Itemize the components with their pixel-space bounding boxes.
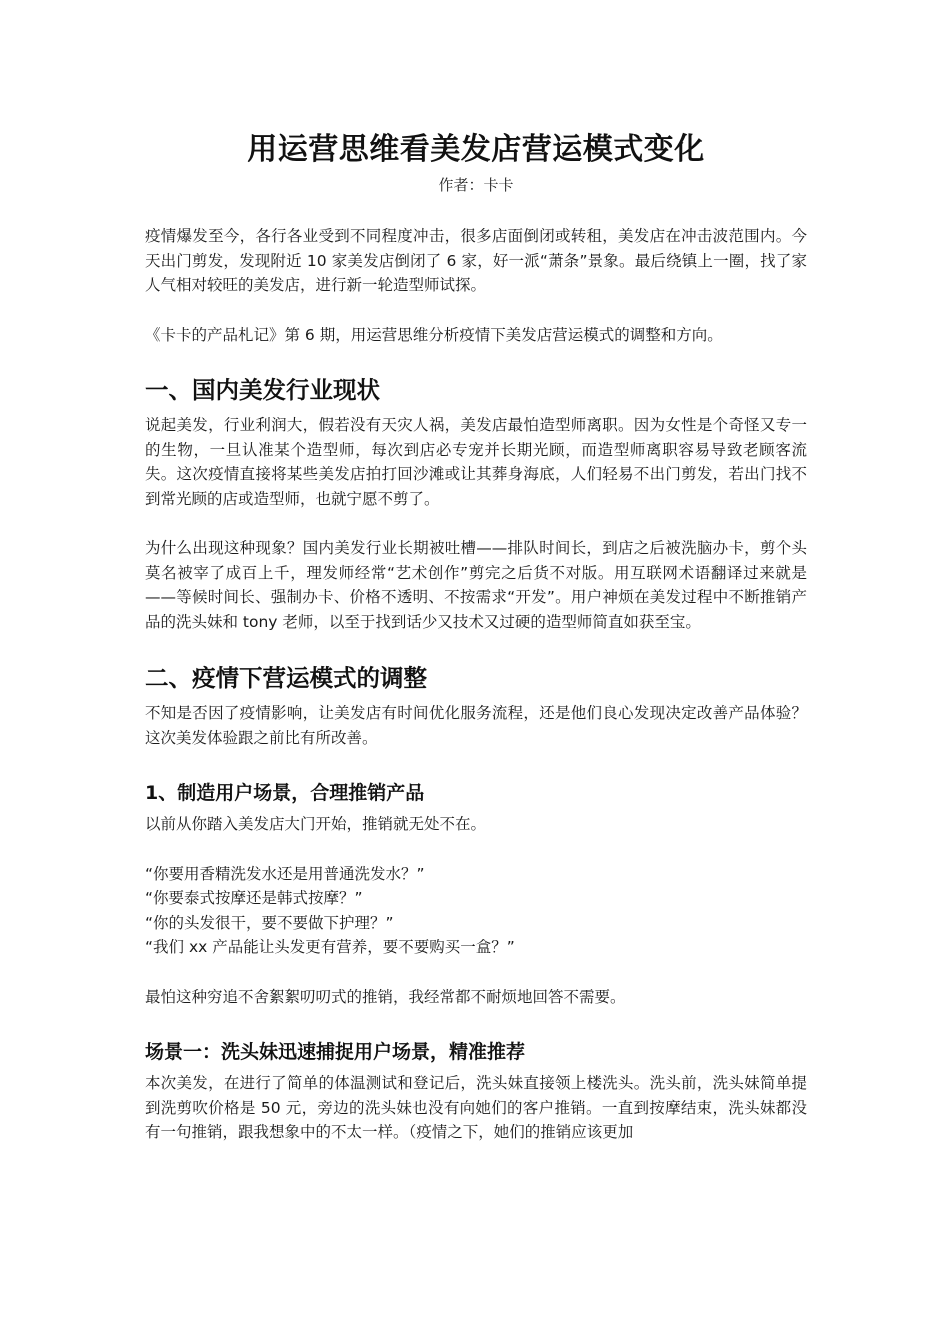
sales-quote-1: “你要用香精洗发水还是用普通洗发水？” <box>145 864 425 883</box>
article-author: 作者：卡卡 <box>438 176 514 194</box>
intro-paragraph-2: 《卡卡的产品札记》第 6 期，用运营思维分析疫情下美发店营运模式的调整和方向。 <box>145 325 723 344</box>
intro-paragraph-1: 疫情爆发至今，各行各业受到不同程度冲击，很多店面倒闭或转租，美发店在冲击波范围内。今天出门剪发，发现附近 10 家美发店倒闭了 6 家，好一派“萧条”景象。最后绕镇上一圈，找了家人气相对较旺的美发店，进行新一轮造型师试探。 <box>145 227 807 294</box>
sales-quote-3: “你的头发很干，要不要做下护理？” <box>145 913 394 932</box>
section-2-paragraph: 不知是否因了疫情影响，让美发店有时间优化服务流程，还是他们良心发现决定改善产品体验？这次美发体验跟之前比有所改善。 <box>145 704 807 747</box>
sales-quote-2: “你要泰式按摩还是韩式按摩？” <box>145 889 363 907</box>
subsection-1-lead: 以前从你踏入美发店大门开始，推销就无处不在。 <box>145 815 487 833</box>
article-title: 用运营思维看美发店营运模式变化 <box>247 132 705 167</box>
sales-quotes <box>145 862 807 960</box>
subsection-1-heading: 1、制造用户场景，合理推销产品 <box>145 782 425 804</box>
section-2-heading: 二、疫情下营运模式的调整 <box>145 664 427 692</box>
sales-quote-4: “我们 xx 产品能让头发更有营养，要不要购买一盒？” <box>145 938 515 956</box>
section-1-heading: 一、国内美发行业现状 <box>145 376 380 404</box>
section-1-paragraph-1: 说起美发，行业利润大，假若没有天灾人祸，美发店最怕造型师离职。因为女性是个奇怪又专一的生物，一旦认准某个造型师，每次到店必专宠并长期光顾，而造型师离职容易导致老顾客流失。这次疫情直接将某些美发店拍打回沙滩或让其葬身海底，人们轻易不出门剪发，若出门找不到常光顾的店或造型师，也就宁愿不剪了。 <box>145 416 807 508</box>
scene-1-heading: 场景一：洗头妹迅速捕捉用户场景，精准推荐 <box>145 1041 526 1063</box>
subsection-1-after: 最怕这种穷追不舍絮絮叨叨式的推销，我经常都不耐烦地回答不需要。 <box>145 987 626 1006</box>
section-1-paragraph-2: 为什么出现这种现象？国内美发行业长期被吐槽——排队时间长，到店之后被洗脑办卡，剪个头莫名被宰了成百上千，理发师经常“艺术创作”剪完之后货不对版。用互联网术语翻译过来就是——等候时间长、强制办卡、价格不透明、不按需求“开发”。用户神烦在美发过程中不断推销产品的洗头妹和 tony 老师，以至于找到话少又技术又过硬的造型师简直如获至宝。 <box>145 539 807 631</box>
scene-1-paragraph: 本次美发，在进行了简单的体温测试和登记后，洗头妹直接领上楼洗头。洗头前，洗头妹简单提到洗剪吹价格是 50 元，旁边的洗头妹也没有向她们的客户推销。一直到按摩结束，洗头妹都没有一句推销，跟我想象中的不太一样。（疫情之下，她们的推销应该更加 <box>145 1074 807 1141</box>
article-body <box>145 128 807 1145</box>
